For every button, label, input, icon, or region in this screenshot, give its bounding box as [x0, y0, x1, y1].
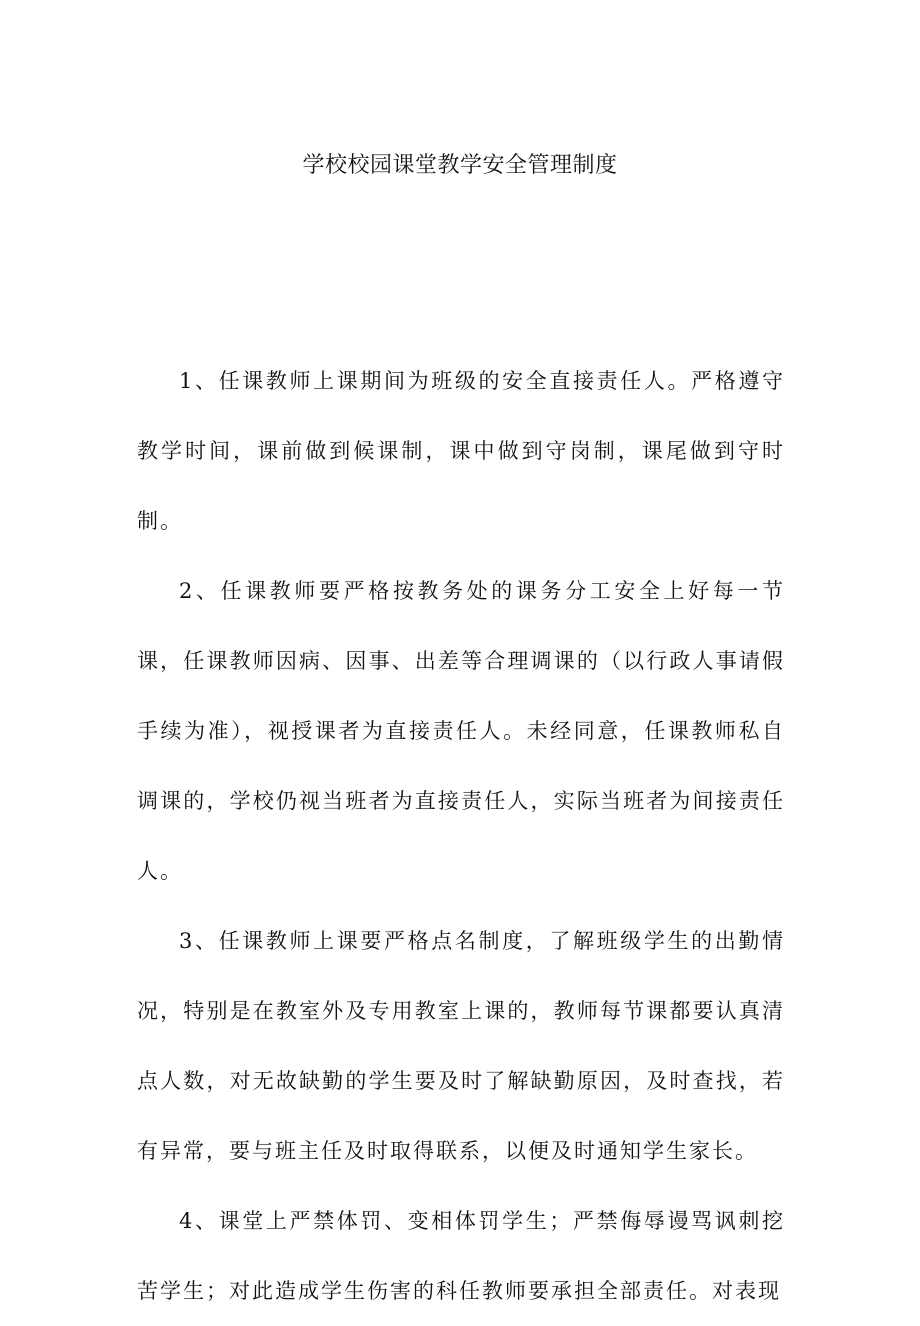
paragraph-2: 2、任课教师要严格按教务处的课务分工安全上好每一节课，任课教师因病、因事、出差等合理调课的（以行政人事请假手续为准），视授课者为直接责任人。未经同意，任课教师私自调课的，学校仍视当班者为直接责任人，实际当班者为间接责任人。: [137, 579, 785, 883]
document-title: 学校校园课堂教学安全管理制度: [302, 153, 618, 178]
paragraph-3: 3、任课教师上课要严格点名制度，了解班级学生的出勤情况，特别是在教室外及专用教室上课的，教师每节课都要认真清点人数，对无故缺勤的学生要及时了解缺勤原因，及时查找，若有异常，要与班主任及时取得联系，以便及时通知学生家长。: [137, 929, 785, 1163]
paragraph-1: 1、任课教师上课期间为班级的安全直接责任人。严格遵守教学时间，课前做到候课制，课中做到守岗制，课尾做到守时制。: [137, 369, 785, 533]
document-body: [137, 346, 785, 1326]
paragraph-4: 4、课堂上严禁体罚、变相体罚学生；严禁侮辱谩骂讽刺挖苦学生；对此造成学生伤害的科任教师要承担全部责任。对表现: [137, 1209, 785, 1303]
